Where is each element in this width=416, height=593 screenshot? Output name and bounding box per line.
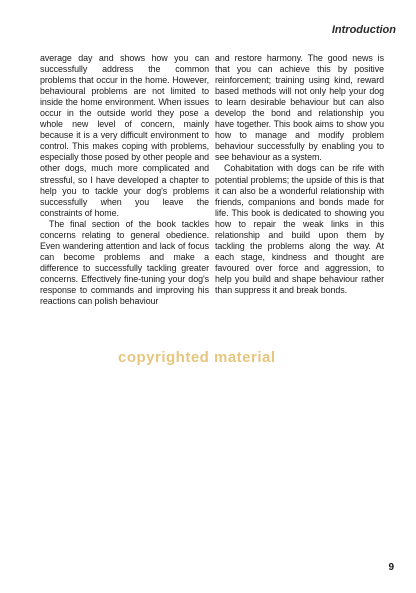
body-text [40,53,384,493]
right-column [215,53,384,493]
page-number: 9 [388,562,394,573]
paragraph: Cohabitation with dogs can be rife with potential problems; the upside of this is that it can also be a wonderful relationship with friends, companions and bonds made for life. This book is dedicated to showing you how to repair the weak links in this relationship and build upon them by tackling the problems along the way. At each stage, kindness and thought are favoured over force and aggression, to help you build and shape behaviour rather than suppress it and break bonds. [215,163,384,295]
paragraph: average day and shows how you can successfully address the common problems that occur in the home. However, behavioural problems are not limited to inside the home environment. When issues occur in the outside world they pose a whole new level of concern, mainly because it is a very difficult environment to control. This makes coping with problems, especially those posed by other people and other dogs, much more complicated and stressful, so I have developed a chapter to help you to tackle your dog's problems successfully when you leave the constraints of home. [40,53,209,218]
paragraph: The final section of the book tackles concerns relating to general obedience. Even wandering attention and lack of focus can become problems and make a difference to successfully tackling greater concerns. Effectively fine-tuning your dog's response to commands and improving his reactions can polish behaviour [40,218,209,307]
paragraph: and restore harmony. The good news is that you can achieve this by positive reinforcement; training using kind, reward based methods will not only help your dog to learn desirable behaviour but can also develop the bond and relationship you have together. This book aims to show you how to manage and modify problem behaviour successfully by enabling you to see behaviour as a system. [215,53,384,163]
copyright-watermark: copyrighted material [118,349,276,366]
left-column [40,53,209,493]
section-header: Introduction [331,24,396,36]
